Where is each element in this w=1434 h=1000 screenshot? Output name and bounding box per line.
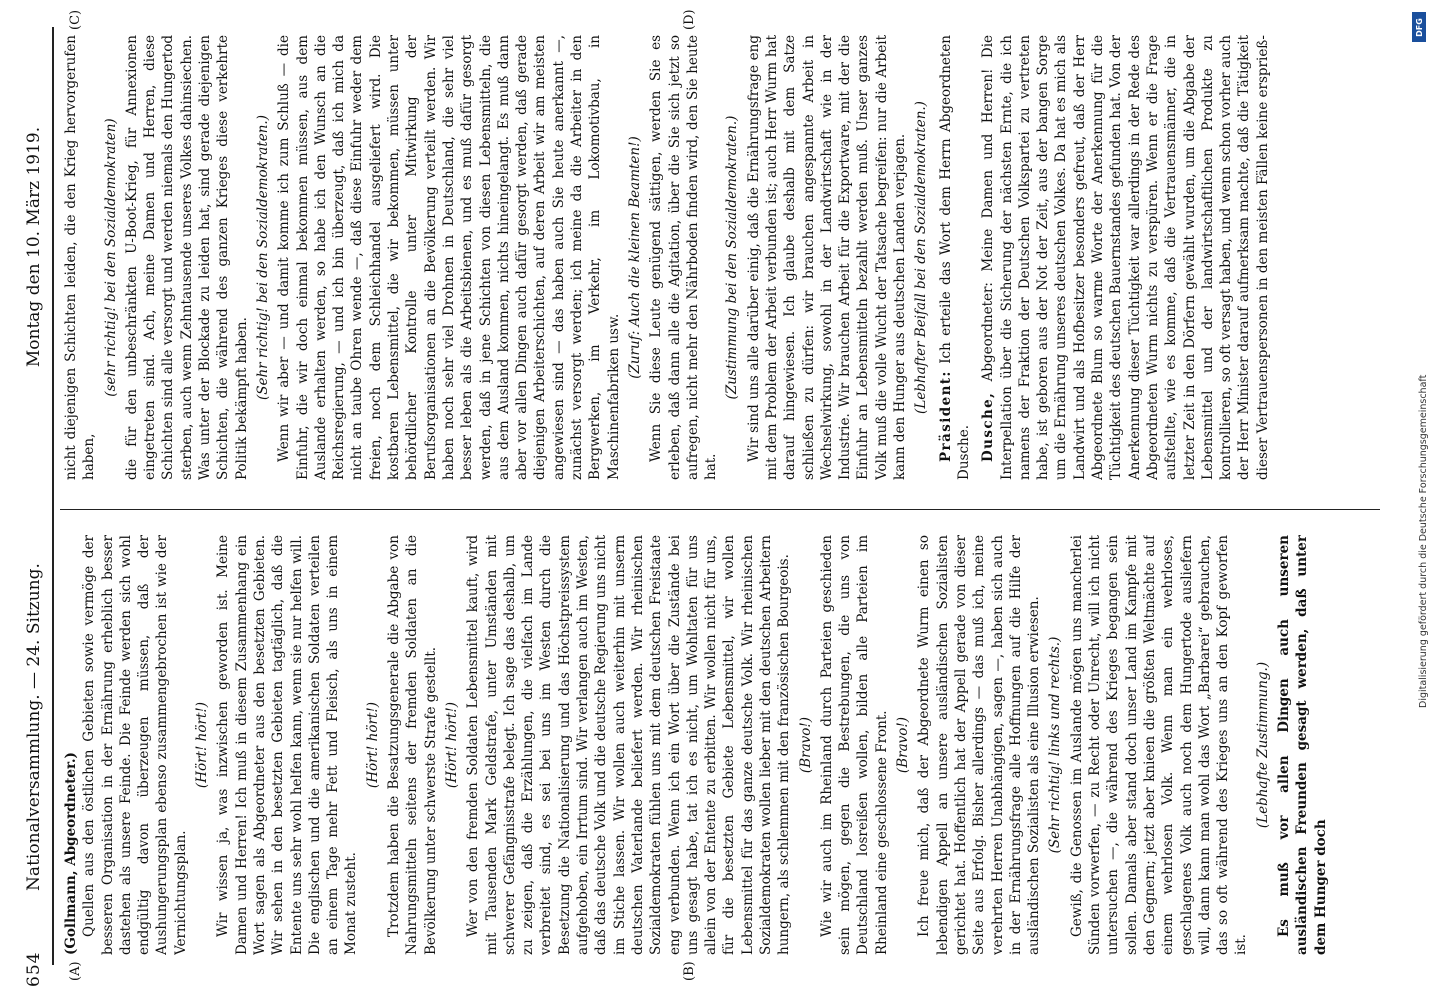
left-column — [62, 535, 1382, 955]
paragraph-text: Ich erteile das Wort dem Herrn Abgeordneten Dusche. — [937, 35, 972, 480]
paragraph: Wir wissen ja, was inzwischen geworden ist. Meine Damen und Herren! Ich muß in diesem Zusammenhang ein Wort sagen als Abgeordneter aus den besetzten Gebieten. Wir sehen in den besetzten Gebieten tagtäglich, daß die Entente uns sehr wohl helfen kann, wenn sie nur helfen will. Die englischen und die amerikanischen Soldaten verteilen an einem Tage mehr Fett und Fleisch, als uns in einem Monat zusteht. — [215, 535, 360, 955]
paragraph: Es muß vor allen Dingen auch unseren ausländischen Freunden gesagt werden, daß unter dem Hunger doch — [1276, 535, 1329, 955]
interjection: (sehr richtig! bei den Sozialdemokraten) — [102, 118, 119, 397]
interjection: (Bravo!) — [895, 716, 912, 774]
paragraph: Quellen aus den östlichen Gebieten sowie vermöge der besseren Organisation in der Ernährung erheblich besser dastehen als unsere Feinde. Die Feinde werden sich wohl endgültig davon überzeugen müssen, daß der Aushungerungsplan ebenso zusammengebrochen ist wie der Vernichtungsplan. — [81, 535, 189, 955]
interjection: (Hört! hört!) — [443, 701, 460, 789]
credit-text: Digitalisierung gefördert durch die Deutsche Forschungsgemeinschaft — [1418, 374, 1429, 708]
president-label: Präsident: — [937, 370, 954, 462]
interjection: (Lebhafter Beifall bei den Sozialdemokraten.) — [913, 101, 930, 414]
paragraph: Wir sind uns alle darüber einig, daß die Ernährungsfrage eng mit dem Problem der Arbeit verbunden ist; auch Herr Wurm hat darauf hingewiesen. Ich glaube deshalb mit dem Satze schließen zu dürfen: wir brauchen angespannte Arbeit in Wechselwirkung, sowohl in der Landwirtschaft wie in der Industrie. Wir brauchen Arbeit für die Exportware, mit der die Einfuhr an Lebensmitteln bezahlt werden muß. Unser ganzes Volk muß die volle Wucht der Tatsache begreifen: nur die Arbeit kann den Hunger aus deutschen Landen verjagen. — [745, 35, 909, 480]
president-paragraph — [937, 35, 974, 480]
paragraph: die für den unbeschränkten U-Boot-Krieg, für Annexionen eingetreten sind. Ach, meine Damen und Herren, diese Schichten sind alle versorgt und werden niemals den Hungertod sterben, auch wenn Zehntausende unseres Volkes dahinsiechen. Was unter der Blockade zu leiden hat, sind gerade diejenigen Schichten, die während des ganzen Krieges diese verkehrte Politik bekämpft haben. — [123, 35, 250, 480]
paragraph: Wie wir auch im Rheinland durch Parteien geschieden sein mögen, gegen die Bestrebungen, die uns von Deutschland losreißen wollen, bilden alle Parteien im Rheinland eine geschlossene Front. — [818, 535, 890, 955]
interjection: (Hört! hört!) — [364, 701, 381, 789]
right-column — [62, 35, 1382, 480]
column-divider — [60, 509, 1380, 510]
header-left-title: Nationalversammlung. — 24. Sitzung. — [24, 563, 44, 891]
paragraph: Wer von den fremden Soldaten Lebensmittel kauft, wird mit Tausenden Mark Geldstrafe, unter Umständen mit schwerer Gefängnisstrafe belegt. Ich sage das deshalb, um zu zeigen, daß die Erzählungen, die vielfach im Lande verbreitet sind, es sei bei uns im Westen durch die Besetzung die Nationalisierung und das Höchstpreissystem aufgehoben, ein Irrtum sind. Wir verlangen auch im Westen, daß das deutsche Volk und die deutsche Regierung uns nicht im Stiche lassen. Wir wollen auch weiterhin mit unserm deutschen Vaterlande beliefert werden. Wir rheinischen Sozialdemokraten fühlen uns mit dem deutschen Freistaate eng verbunden. Wenn ich ein Wort über die Zustände bei uns gesagt habe, tat ich es nicht, um Wohltaten für uns allein von der Entente zu erbitten. Wir wollen nicht für uns, für die besetzten Gebiete Lebensmittel, wir wollen Lebensmittel für das ganze deutsche Volk. Wir rheinischen Sozialdemokraten wollen lieber mit den deutschen Arbeitern hungern, als schlemmen mit den französischen Bourgeois. — [465, 535, 793, 955]
interjection: (Zustimmung bei den Sozialdemokraten.) — [724, 115, 741, 400]
interjection: (Hört! hört!) — [194, 701, 211, 789]
speaker-line: (Gollmann, Abgeordneter.) — [63, 752, 79, 955]
paragraph: Gewiß, die Genossen im Auslande mögen uns mancherlei Sünden vorwerfen, — zu Recht oder Unrecht, will ich nicht untersuchen —, die während des Krieges begangen sein sollen. Damals aber stand doch unser Land im Kampfe mit den Gegnern; jetzt aber knieen die größten Weltmächte auf einem wehrlosen Volk. Wenn man ein wehrloses, geschlagenes Volk auch noch dem Hungertode ausliefern will, dann kann man wohl das Wort „Barbarei“ gebrauchen, das so oft während des Krieges uns an den Kopf geworfen ist. — [1068, 535, 1250, 955]
interjection: (Sehr richtig! bei den Sozialdemokraten.) — [254, 115, 271, 401]
dusche-paragraph — [979, 35, 1272, 480]
header-right-title: Montag den 10. März 1919. — [24, 126, 44, 368]
margin-marker-d: (D) — [682, 9, 697, 30]
paragraph: Trotzdem haben die Besatzungsgenerale die Abgabe von Nahrungsmitteln seitens der fremden Soldaten an die Bevölkerung unter schwerste Strafe gestellt. — [386, 535, 439, 955]
margin-marker-a: (A) — [68, 961, 83, 981]
margin-marker-c: (C) — [68, 9, 83, 30]
paragraph: Ich freue mich, daß der Abgeordnete Wurm einen so lebendigen Appell an unsere ausländischen Sozialisten gerichtet hat. Hoffentlich hat der Appell gerade von dieser Seite aus Erfolg. Bisher allerdings — das muß ich, meine verehrten Herren Unabhängigen, sagen —, haben sich auch in der Ernährungsfrage alle Hoffnungen auf die Hilfe der ausländischen Sozialisten als eine Illusion erwiesen. — [916, 535, 1043, 955]
paragraph: Wenn Sie diese Leute genügend sättigen, werden Sie es erleben, daß dann alle die Agitation, über die Sie sich jetzt so aufregen, nicht mehr den Nährboden finden wird, den Sie heute hat. — [648, 35, 720, 480]
paragraph-text: Abgeordneter: Meine Damen und Herren! Die Interpellation über die Sicherung der nächsten Ernte, die ich namens der Fraktion der Deutschen Volkspartei zu vertreten habe, ist geboren aus der Not der Zeit, aus der bangen Sorge um die Ernährung unseres deutschen Volkes. Da hat es mich als Landwirt und als Hofbesitzer besonders gefreut, daß der Herr Abgeordnete Blum so warme Worte der Anerkennung für die Tüchtigkeit des deutschen Bauernstandes gefunden hat. Von der Anerkennung dieser Tüchtigkeit war allerdings in der Rede des Abgeordneten Wurm nichts zu verspüren. Wenn er die Frage aufstellte, wie es komme, daß die Vertrauensmänner, die in letzter Zeit in den Dörfern gewählt wurden, um die Abgabe der Lebensmittel und der landwirtschaftlichen Produkte zu kontrollieren, so oft versagt haben, und wenn schon vorher auch der Herr Minister darauf aufmerksam machte, daß die Tätigkeit dieser Vertrauenspersonen in den meisten Fällen keine ersprieß- — [980, 35, 1271, 480]
digitization-credit — [1410, 8, 1432, 998]
header-rule — [52, 27, 54, 965]
paragraph: nicht diejenigen Schichten leiden, die den Krieg hervorgerufen haben, — [63, 35, 98, 480]
document-page — [2, 5, 1402, 995]
dfg-logo: DFG — [1412, 12, 1426, 42]
paragraph: Wenn wir aber — und damit komme ich zum Schluß — die Einfuhr, die wir doch einmal bekommen müssen, aus dem Auslande erhalten werden, so habe ich den Wunsch an die Reichsregierung, — und ich bin überzeugt, daß ich mich da nicht an taube Ohren wende —, daß diese Einfuhr weder dem freien, noch dem Schleichhandel ausgeliefert wird. Die kostbaren Lebensmittel, die wir bekommen, müssen unter behördlicher Kontrolle unter Mitwirkung der Berufsorganisationen an die Bevölkerung verteilt werden. Wir haben noch sehr viel Drohnen in Deutschland, die sehr viel besser leben als die Arbeitsbienen, und es muß dafür gesorgt werden, daß in jene Schichten von diesen Lebensmitteln, die aus dem Ausland kommen, nichts hineingelangt. Es muß dann aber vor allen Dingen auch dafür gesorgt werden, daß gerade diejenigen Arbeiterschichten, auf deren Arbeit wir am meisten angewiesen sind — das haben auch Sie heute anerkannt —, zunächst versorgt werden; ich meine da die Arbeiter in den Bergwerken, im Verkehr, im Lokomotivbau, in Maschinenfabriken usw. — [276, 35, 622, 480]
interjection: (Sehr richtig! links und rechts.) — [1047, 636, 1064, 854]
margin-marker-b: (B) — [682, 961, 697, 981]
interjection: (Zuruf: Auch die kleinen Beamten!) — [626, 136, 643, 379]
speaker-label: Dusche, — [980, 391, 997, 462]
interjection: (Lebhafte Zustimmung.) — [1254, 661, 1271, 829]
interjection: (Bravo!) — [797, 716, 814, 774]
page-number: 654 — [24, 951, 44, 987]
